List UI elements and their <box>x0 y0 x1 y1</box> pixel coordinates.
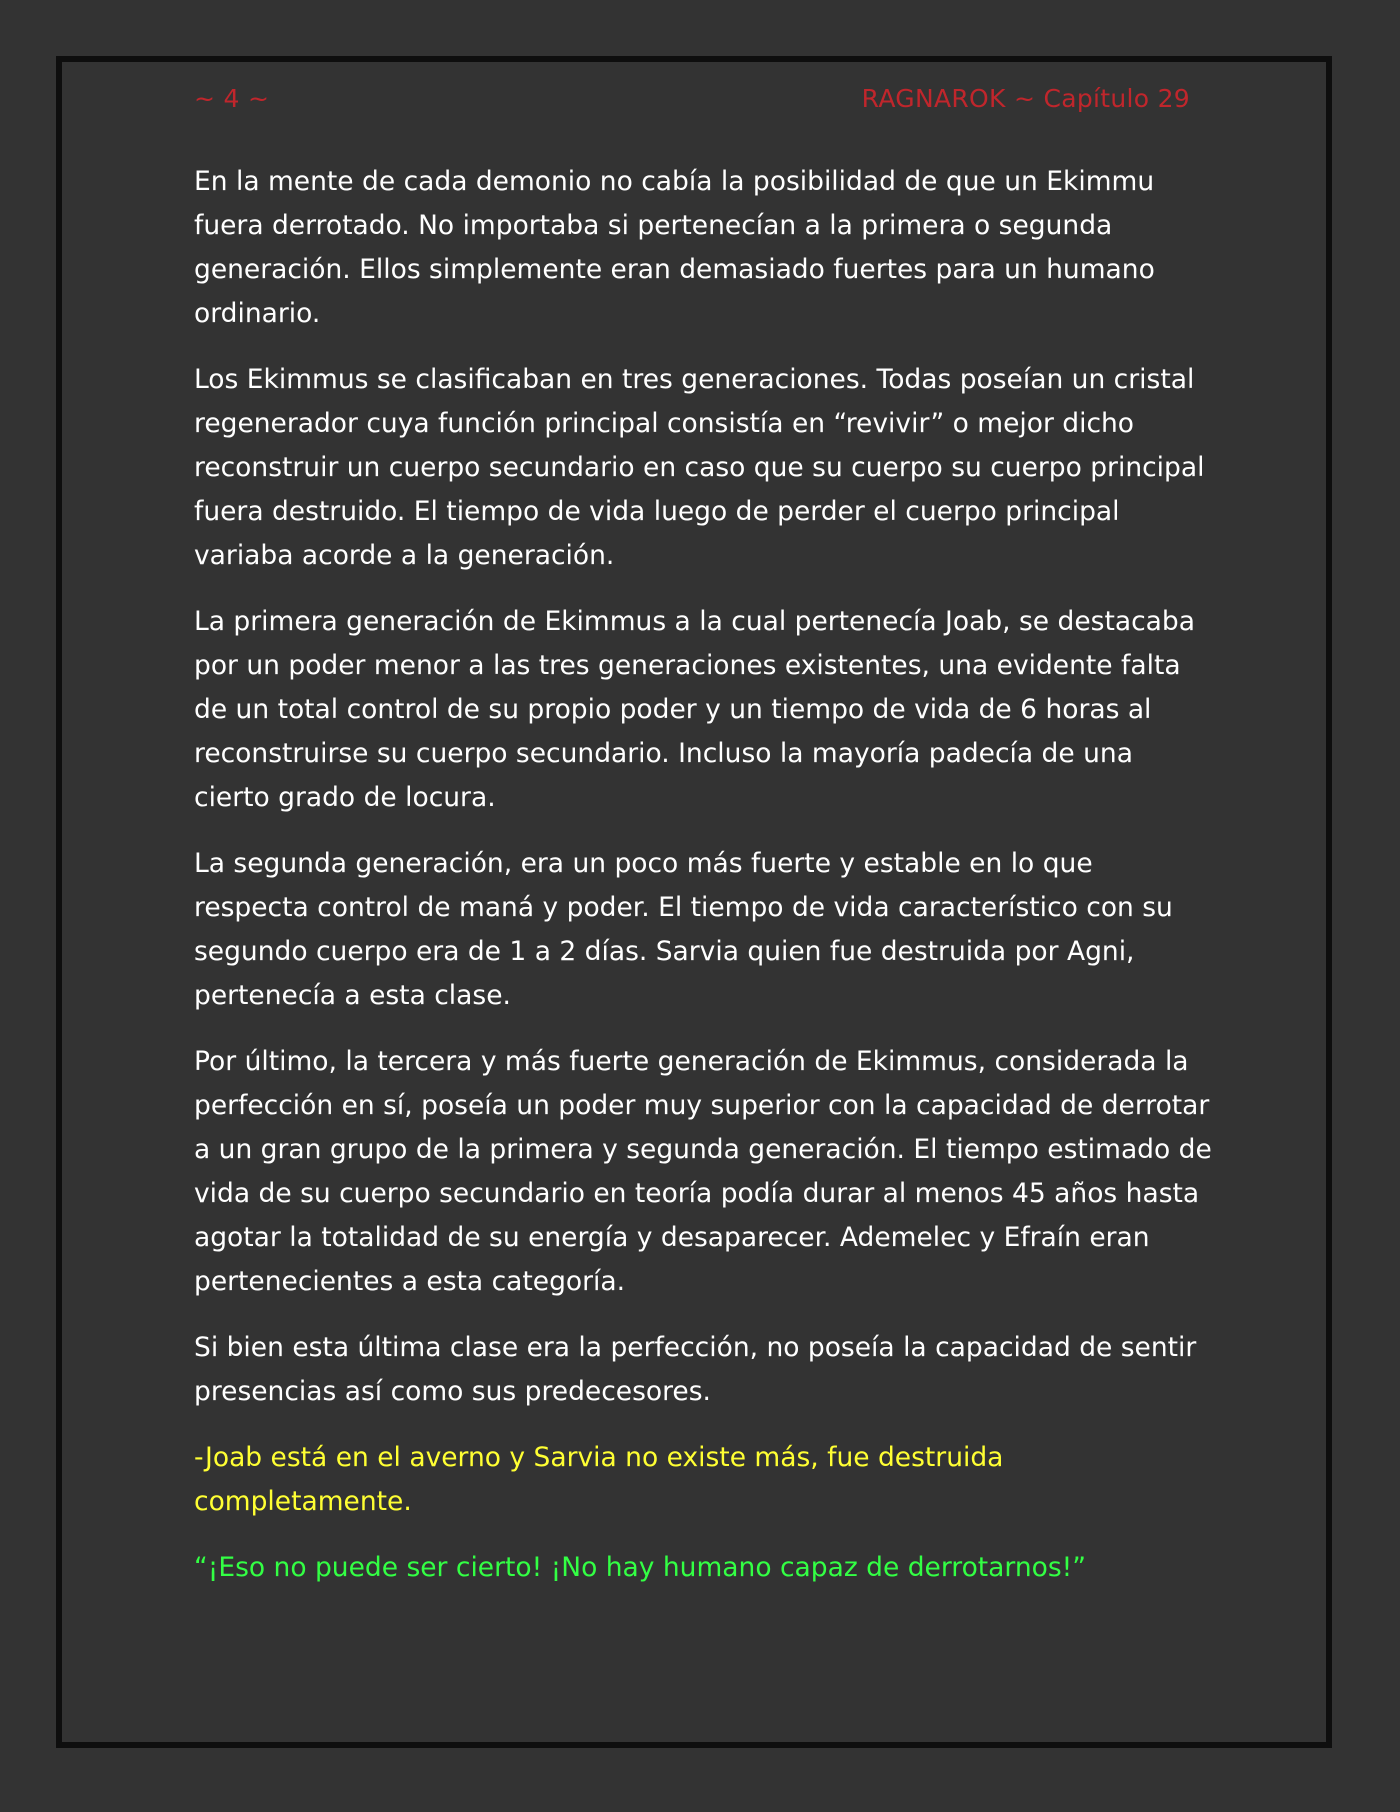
dialog-line-green: “¡Eso no puede ser cierto! ¡No hay humano capaz de derrotarnos!” <box>194 1552 1087 1583</box>
paragraph-5: Por último, la tercera y más fuerte generación de Ekimmus, considerada la perfección en sí, poseía un poder muy superior con la capacidad de derrotar a un gran grupo de la primera y segunda generación. El tiempo estimado de vida de su cuerpo secundario en teoría podía durar al menos 45 años hasta agotar la totalidad de su energía y desaparecer. Ademelec y Efraín eran pertenecientes a esta categoría. <box>194 1046 1212 1297</box>
dialog-line-yellow: -Joab está en el averno y Sarvia no existe más, fue destruida completamente. <box>194 1442 1004 1517</box>
paragraph-1: En la mente de cada demonio no cabía la posibilidad de que un Ekimmu fuera derrotado. No importaba si pertenecían a la primera o segunda generación. Ellos simplemente eran demasiado fuertes para un humano ordinario. <box>194 166 1155 329</box>
page-body <box>194 160 1214 1612</box>
paragraph-3: La primera generación de Ekimmus a la cual pertenecía Joab, se destacaba por un poder menor a las tres generaciones existentes, una evidente falta de un total control de su propio poder y un tiempo de vida de 6 horas al reconstruirse su cuerpo secundario. Incluso la mayoría padecía de una cierto grado de locura. <box>194 606 1195 813</box>
page-header <box>194 84 1190 124</box>
paragraph-6: Si bien esta última clase era la perfección, no poseía la capacidad de sentir presencias así como sus predecesores. <box>194 1332 1197 1407</box>
paragraph-2: Los Ekimmus se clasificaban en tres generaciones. Todas poseían un cristal regenerador cuya función principal consistía en “revivir” o mejor dicho reconstruir un cuerpo secundario en caso que su cuerpo su cuerpo principal fuera destruido. El tiempo de vida luego de perder el cuerpo principal variaba acorde a la generación. <box>194 364 1205 571</box>
running-title: RAGNAROK ~ Capítulo 29 <box>861 84 1190 113</box>
paragraph-4: La segunda generación, era un poco más fuerte y estable en lo que respecta control de maná y poder. El tiempo de vida característico con su segundo cuerpo era de 1 a 2 días. Sarvia quien fue destruida por Agni, pertenecía a esta clase. <box>194 848 1173 1011</box>
page-number: ~ 4 ~ <box>194 84 270 113</box>
